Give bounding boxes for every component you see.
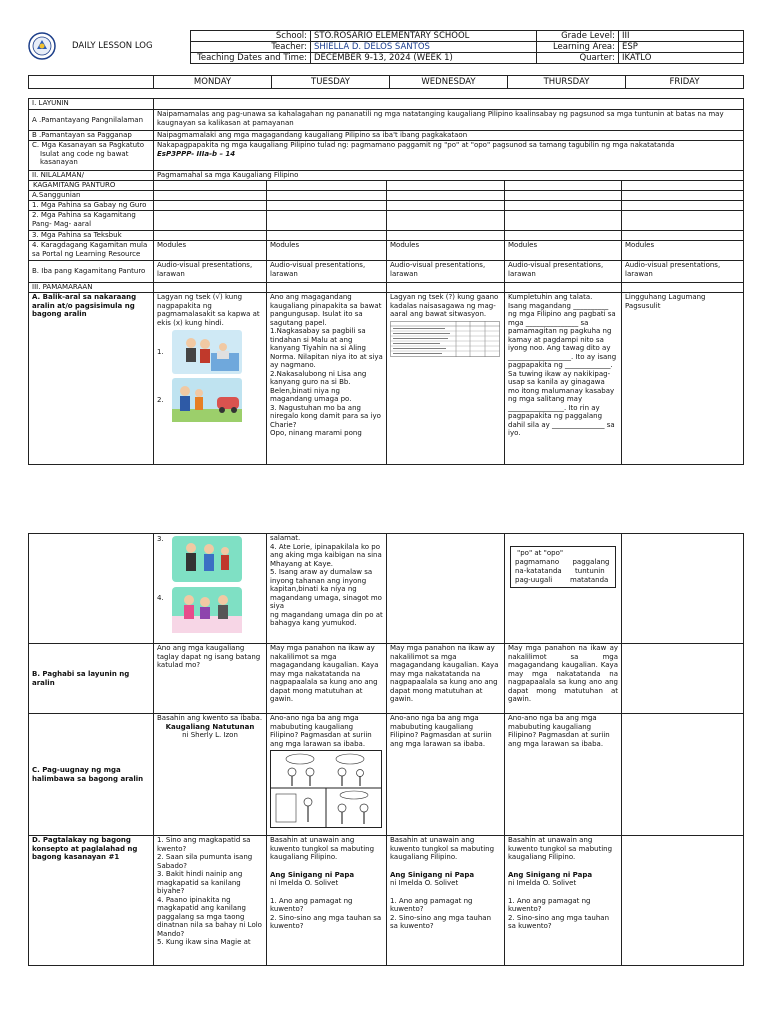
word-box-line: "po" at "opo" [517,549,564,557]
story-title: Kaugaliang Natutunan [165,722,255,731]
av-thu: Audio-visual presentations, larawan [505,261,622,283]
pt-story-title: Ang Sinigang ni Papa [270,870,355,879]
story-author: ni Sherly L. Izon [182,731,238,739]
blank [387,534,505,644]
item-number: 1. [157,347,164,356]
layunin-blank [154,99,744,110]
blank [622,283,744,293]
spacer [270,888,383,897]
balik-wed-text: Lagyan ng tsek (?) kung gaano kadalas naisasagawa ng mag-aaral ang bawat sitwasyon. [390,293,499,318]
area-value: ESP [619,42,744,53]
balik-wed-cell [387,293,505,465]
pt-questions: 1. Ano ang pamagat ng kuwento? 2. Sino-sino ang mga tauhan sa kuwento? [390,896,492,930]
illustration-greeting-icon [171,535,243,583]
pag-tue-cell [267,714,387,836]
kagamitan-label: KAGAMITANG PANTURO [29,181,154,191]
blank [267,283,387,293]
pt-story-author: ni Imelda O. Solivet [270,879,339,887]
blank [505,211,622,231]
kagamitan-pahina-label: 2. Mga Pahina sa Kagamitang Pang- Mag- aaral [29,211,154,231]
spacer [508,888,618,897]
layunin-heading: I. LAYUNIN [29,99,154,110]
illus-row-2 [157,377,263,423]
av-wed: Audio-visual presentations, larawan [387,261,505,283]
illustration-visit-icon [171,329,243,375]
blank [622,181,744,191]
kasanayan-text: Nakapagpapakita ng mga kaugaliang Pilipino tulad ng: pagmamano paggamit ng "po" at "opo" pagsunod sa tamang tagubilin ng mga nakatatanda [157,141,675,149]
pt-questions: 1. Ano ang pamagat ng kuwento? 2. Sino-sino ang mga tauhan sa kuwento? [270,896,382,930]
page2-mon-illus-cell [154,534,267,644]
pag-tue-text: Ano-ano nga ba ang mga mabubuting kaugaliang Filipino? Pagmasdan at suriin ang mga larawan sa ibaba. [270,714,372,748]
blank [154,181,267,191]
word-box-cell [505,534,622,644]
page2-tue-cont: salamat. 4. Ate Lorie, ipinapakilala ko po ang aking mga kaibigan na sina Mhayang at Kaye. 5. Isang araw ay dumalaw sa inyong tahanan ang inyong kapitan,binati ka niya ng magandang umaga, sinagot mo siya ng magandang umaga din po at bahagya kang yumukod. [267,534,387,644]
nilalaman-label: II. NILALAMAN/ [29,171,154,181]
blank [622,714,744,836]
area-label: Learning Area: [537,42,619,53]
pt-intro: Basahin at unawain ang kuwento tungkol sa mabuting kaugaliang Filipino. [270,836,375,861]
teacher-value: SHIELLA D. DELOS SANTOS [311,42,537,53]
pag-thu: Ano-ano nga ba ang mga mabubuting kaugaliang Filipino? Pagmasdan at suriin ang mga larawan sa ibaba. [505,714,622,836]
day-wednesday: WEDNESDAY [390,76,508,89]
nilalaman-text: Pagmamahal sa mga Kaugaliang Filipino [154,171,744,181]
teacher-label: Teacher: [191,42,311,53]
blank [267,201,387,211]
blank [267,211,387,231]
dates-value: DECEMBER 9-13, 2024 (WEEK 1) [311,53,537,64]
sanggunian-label: A.Sanggunian [29,191,154,201]
item-number: 3. [157,535,164,543]
blank [622,836,744,966]
spacer [270,862,383,871]
word-box-line: pagmamano paggalang [515,558,610,566]
day-friday: FRIDAY [626,76,744,89]
illustration-family-icon [171,586,243,634]
item-number: 2. [157,395,164,404]
blank [505,283,622,293]
balik-thu-text: Kumpletuhin ang talata. Isang magandang __________ ng mga Filipino ang pagbati sa mga _______________ sa pamamagitan ng pagkuha ng kamay at pagdampi nito sa iyong noo. Ang tawag dito ay __________________. Ito ay isang pagpapakita ng _____________. Sa tuwing ikaw ay nakikipag-usap sa kanila ay ginagawa mo itong malumanay kasabay ng mga salitang may ________________. Ito rin ay pagpapakita ng paggalang dahil sila ay _______________ sa iyo. [505,293,622,465]
spacer [390,888,501,897]
blank [505,231,622,241]
comic-strip-icon [270,750,382,828]
blank [154,191,267,201]
deped-seal [28,32,56,60]
pt-story-author: ni Imelda O. Solivet [508,879,577,887]
blank [267,191,387,201]
pt-intro: Basahin at unawain ang kuwento tungkol sa mabuting kaugaliang Filipino. [508,836,613,861]
karagdagang-label: 4. Karagdagang Kagamitan mula sa Portal ng Learning Resource [29,241,154,261]
pt-story-title: Ang Sinigang ni Papa [508,870,593,879]
blank [267,231,387,241]
kasanayan-label: C. Mga Kasanayan sa Pagkatuto [32,141,145,149]
grade-value: III [619,31,744,42]
pamamaraan-heading: III. PAMAMARAAN [29,283,154,293]
modules-thu: Modules [505,241,622,261]
pt-intro: Basahin at unawain ang kuwento tungkol sa mabuting kaugaliang Filipino. [390,836,495,861]
blank [387,283,505,293]
pagtalakay-thu-cell [505,836,622,966]
pag-mon-cell [154,714,267,836]
days-header [28,75,744,89]
balik-mon-cell [154,293,267,465]
daily-lesson-log-title: DAILY LESSON LOG [72,41,153,51]
pt-story-title: Ang Sinigang ni Papa [390,870,475,879]
days-blank [29,76,154,89]
pag-mon-intro: Basahin ang kwento sa ibaba. [157,714,263,722]
pag-wed: Ano-ano nga ba ang mga mabubuting kaugaliang Filipino? Pagmasdan at suriin ang mga larawan sa ibaba. [387,714,505,836]
modules-wed: Modules [387,241,505,261]
pagganap-text: Naipagmamalaki ang mga magagandang kaugaliang Pilipino sa iba't ibang pagkakataon [154,131,744,141]
modules-tue: Modules [267,241,387,261]
blank [387,231,505,241]
pt-story-author: ni Imelda O. Solivet [390,879,459,887]
item-number: 4. [157,594,164,602]
paghabi-wed: May mga panahon na ikaw ay nakalilimot sa mga magagandang kaugalian. Kaya may mga nakatatanda na nagpapaalala sa kung ano ang dapat mong matutuhan at gawin. [387,644,505,714]
modules-fri: Modules [622,241,744,261]
school-label: School: [191,31,311,42]
blank [622,534,744,644]
day-monday: MONDAY [154,76,272,89]
blank [622,231,744,241]
av-tue: Audio-visual presentations, larawan [267,261,387,283]
blank [267,181,387,191]
balik-label: A. Balik-aral sa nakaraang aralin at/o pagsisimula ng bagong aralin [29,293,154,465]
blank [29,534,154,644]
blank [505,201,622,211]
school-value: STO.ROSARIO ELEMENTARY SCHOOL [311,31,537,42]
illustration-road-icon [171,377,243,423]
paghabi-mon: Ano ang mga kaugaliang taglay dapat ng isang batang katulad mo? [154,644,267,714]
iba-label: B. Iba pang Kagamitang Panturo [29,261,154,283]
frequency-table-icon [390,321,500,357]
dates-label: Teaching Dates and Time: [191,53,311,64]
kasanayan-cell-text [154,141,744,171]
modules-mon: Modules [154,241,267,261]
blank [622,211,744,231]
paghabi-label: B. Paghabi sa layunin ng aralin [29,644,154,714]
lesson-table-page1 [28,98,744,465]
illus-row-1 [157,329,263,375]
pagganap-label: B .Pamantayan sa Pagganap [29,131,154,141]
word-box [510,546,616,588]
kasanayan-cell [29,141,154,171]
paghabi-thu: May mga panahon na ikaw ay nakalilimot sa mga magagandang kaugalian. Kaya may mga nakatatanda na nagpapaalala sa kung ano ang dapat mong matutuhan at gawin. [505,644,622,714]
blank [387,201,505,211]
blank [154,211,267,231]
blank [622,201,744,211]
day-thursday: THURSDAY [508,76,626,89]
word-box-line: pag-uugali matatanda [515,576,609,584]
quarter-label: Quarter: [537,53,619,64]
gabay-label: 1. Mga Pahina sa Gabay ng Guro [29,201,154,211]
day-tuesday: TUESDAY [272,76,390,89]
blank [387,181,505,191]
pagtalakay-wed-cell [387,836,505,966]
spacer [390,862,501,871]
word-box-line: na-katatanda tuntunin [515,567,605,575]
paghabi-tue: May mga panahon na ikaw ay nakalilimot sa mga magagandang kaugalian. Kaya may mga nakatatanda na nagpapaalala sa kung ano ang dapat mong matutuhan at gawin. [267,644,387,714]
lesson-table-page2 [28,533,744,966]
illus-row-3 [157,535,263,583]
balik-tue-text: Ano ang magagandang kaugaliang pinapakita sa bawat pangungusap. Isulat ito sa sagutang papel. 1.Nagkasabay sa pagbili sa tindahan si Malu at ang kanyang Tiyahin na si Aling Norma. Nilapitan niya ito at siya ay nagmano. 2.Nakasalubong ni Lisa ang kanyang guro na si Bb. Belen,binati niya ng magandang umaga po. 3. Nagustuhan mo ba ang niregalo kong damit para sa iyo Charie? Opo, ninang marami pong [267,293,387,465]
blank [387,191,505,201]
blank [154,201,267,211]
pamantayan-text: Naipamamalas ang pag-unawa sa kahalagahan ng pananatili ng mga natatanging kaugaliang Pilipino kaalinsabay ng pagsunod sa mga tuntunin at batas na may kaugnayan sa kalikasan at pamayanan [154,110,744,131]
quarter-value: IKATLO [619,53,744,64]
blank [622,191,744,201]
balik-mon-text: Lagyan ng tsek (√) kung nagpapakita ng pagmamalasakit sa kapwa at ekis (x) kung hindi. [157,293,260,327]
blank [505,181,622,191]
blank [622,644,744,714]
av-mon: Audio-visual presentations, larawan [154,261,267,283]
kasanayan-sub: Isulat ang code ng bawat kasanayan [40,149,129,166]
pagtalakay-label: D. Pagtalakay ng bagong konsepto at paglalahad ng bagong kasanayan #1 [29,836,154,966]
kasanayan-code: EsP3PPP- IIIa-b – 14 [157,149,236,158]
blank [387,211,505,231]
av-fri: Audio-visual presentations, larawan [622,261,744,283]
teksbuk-label: 3. Mga Pahina sa Teksbuk [29,231,154,241]
pagtalakay-mon: 1. Sino ang magkapatid sa kwento? 2. Saan sila pumunta isang Sabado? 3. Bakit hindi nainip ang magkapatid sa kanilang biyahe? 4. Paano ipinakita ng magkapatid ang kanilang paggalang sa mga taong dinatnan nila sa bahay ni Lolo Mando? 5. Kung ikaw sina Magie at [154,836,267,966]
balik-fri-text: Lingguhang Lagumang Pagsusulit [622,293,744,465]
pamantayan-label: A .Pamantayang Pangnilalaman [29,110,154,131]
blank [154,231,267,241]
spacer [508,862,618,871]
illus-row-4 [157,586,263,634]
pagtalakay-tue-cell [267,836,387,966]
blank [505,191,622,201]
pag-uugnay-label: C. Pag-uugnay ng mga halimbawa sa bagong aralin [29,714,154,836]
pt-questions: 1. Ano ang pamagat ng kuwento? 2. Sino-sino ang mga tauhan sa kuwento? [508,896,610,930]
grade-label: Grade Level: [537,31,619,42]
blank [154,283,267,293]
header-table [190,30,744,64]
